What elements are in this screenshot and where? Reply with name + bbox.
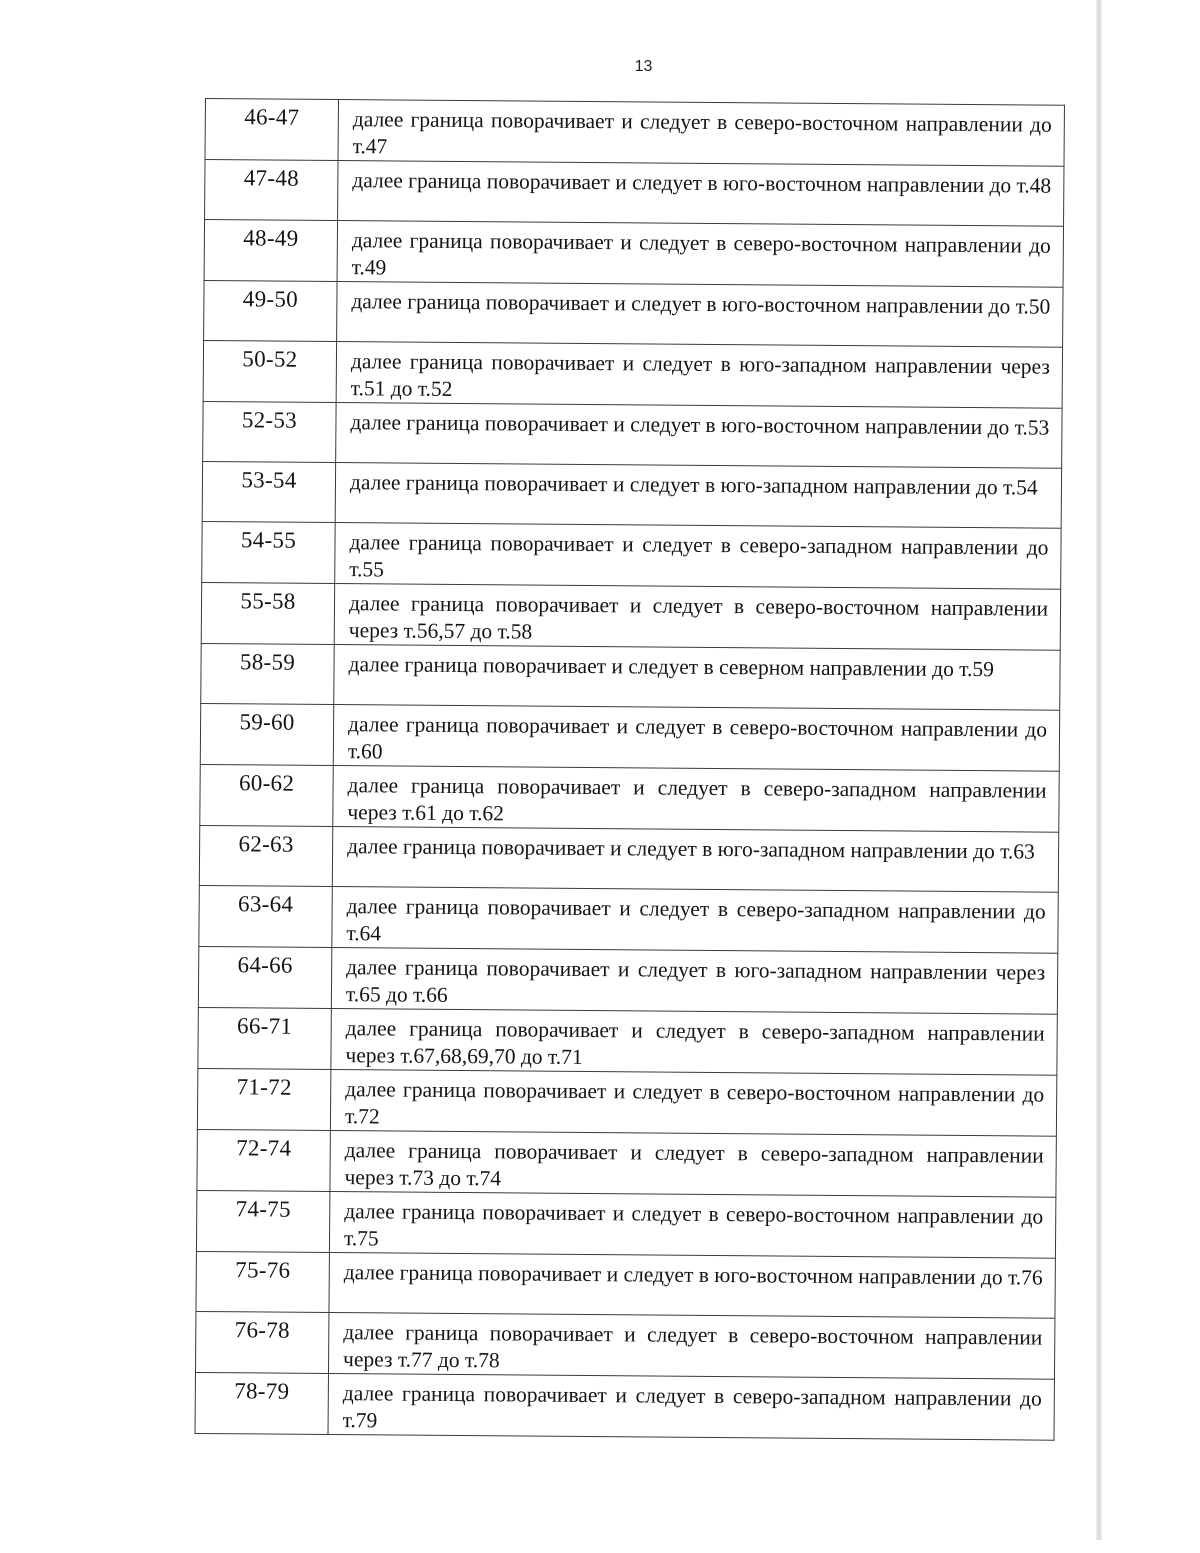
point-range-cell: 62-63: [199, 825, 332, 886]
table-row: [204, 220, 1063, 288]
table-row: [200, 703, 1059, 771]
boundary-description-cell: далее граница поворачивает и следует в юго-западном направлении через т.65 до т.66: [331, 948, 1057, 1015]
point-range-cell: 72-74: [197, 1129, 330, 1191]
point-range-cell: 60-62: [200, 764, 333, 826]
point-range-cell: 78-79: [195, 1372, 328, 1434]
table-row: [197, 1068, 1056, 1136]
table-row: [201, 643, 1060, 710]
boundary-description-cell: далее граница поворачивает и следует в северо-восточном направлении до т.75: [329, 1192, 1055, 1259]
point-range-cell: 47-48: [205, 160, 338, 221]
page-number: 13: [634, 58, 653, 75]
point-range-cell: 76-78: [195, 1311, 328, 1373]
boundary-description-cell: далее граница поворачивает и следует в северо-западном направлении до т.55: [335, 523, 1061, 590]
table-row: [205, 160, 1064, 227]
point-range-cell: 74-75: [196, 1190, 329, 1252]
table-row: [195, 1372, 1054, 1440]
boundary-description-cell: далее граница поворачивает и следует в северо-восточном направлении через т.56,57 до т.58: [334, 584, 1060, 651]
boundary-description-cell: далее граница поворачивает и следует в северном направлении до т.59: [334, 645, 1060, 711]
point-range-cell: 53-54: [202, 461, 335, 522]
table-row: [198, 946, 1057, 1014]
table-row: [201, 582, 1060, 650]
table-row: [198, 1007, 1057, 1075]
scan-edge: [1096, 0, 1102, 1540]
boundary-description-cell: далее граница поворачивает и следует в юго-восточном направлении до т.76: [329, 1253, 1055, 1319]
boundary-description-cell: далее граница поворачивает и следует в северо-восточном направлении до т.72: [330, 1070, 1056, 1137]
boundary-description-cell: далее граница поворачивает и следует в северо-восточном направлении до т.60: [333, 705, 1059, 772]
boundary-description-cell: далее граница поворачивает и следует в северо-восточном направлении до т.49: [337, 221, 1063, 288]
point-range-cell: 64-66: [198, 946, 331, 1008]
boundary-description-cell: далее граница поворачивает и следует в северо-западном направлении через т.67,68,69,70 до т.71: [331, 1009, 1057, 1076]
boundary-description-table: [195, 98, 1065, 1441]
boundary-description-cell: далее граница поворачивает и следует в юго-западном направлении до т.63: [332, 827, 1058, 893]
boundary-description-cell: далее граница поворачивает и следует в северо-восточном направлении до т.47: [338, 100, 1064, 167]
point-range-cell: 55-58: [201, 582, 334, 644]
table-row: [204, 280, 1063, 347]
boundary-description-cell: далее граница поворачивает и следует в юго-восточном направлении до т.48: [338, 161, 1064, 227]
point-range-cell: 59-60: [200, 703, 333, 765]
boundary-description-cell: далее граница поворачивает и следует в северо-восточном направлении через т.77 до т.78: [328, 1313, 1054, 1380]
table-row: [197, 1129, 1056, 1197]
table-row: [196, 1190, 1055, 1258]
boundary-description-cell: далее граница поворачивает и следует в северо-западном направлении до т.79: [328, 1374, 1054, 1441]
table-row: [205, 99, 1064, 167]
boundary-description-cell: далее граница поворачивает и следует в северо-западном направлении через т.61 до т.62: [333, 766, 1059, 833]
point-range-cell: 75-76: [196, 1251, 329, 1312]
boundary-description-cell: далее граница поворачивает и следует в юго-западном направлении до т.54: [335, 463, 1061, 529]
point-range-cell: 63-64: [199, 885, 332, 947]
table-row: [202, 521, 1061, 589]
table-row: [203, 401, 1062, 468]
point-range-cell: 52-53: [203, 401, 336, 462]
table-row: [195, 1311, 1054, 1379]
table-row: [199, 885, 1058, 953]
boundary-description-cell: далее граница поворачивает и следует в юго-восточном направлении до т.53: [336, 403, 1062, 469]
point-range-cell: 66-71: [198, 1007, 331, 1069]
point-range-cell: 46-47: [205, 99, 338, 161]
point-range-cell: 58-59: [201, 643, 334, 704]
table-row: [196, 1251, 1055, 1318]
table-row: [200, 764, 1059, 832]
point-range-cell: 50-52: [203, 340, 336, 402]
table-row: [202, 461, 1061, 528]
point-range-cell: 49-50: [204, 280, 337, 341]
point-range-cell: 71-72: [197, 1068, 330, 1130]
table-row: [199, 825, 1058, 892]
point-range-cell: 48-49: [204, 220, 337, 282]
boundary-description-cell: далее граница поворачивает и следует в юго-западном направлении через т.51 до т.52: [336, 342, 1062, 409]
boundary-description-cell: далее граница поворачивает и следует в юго-восточном направлении до т.50: [337, 282, 1063, 348]
table-body: [195, 99, 1064, 1441]
boundary-description-cell: далее граница поворачивает и следует в северо-западном направлении через т.73 до т.74: [330, 1131, 1056, 1198]
point-range-cell: 54-55: [202, 521, 335, 583]
boundary-description-cell: далее граница поворачивает и следует в северо-западном направлении до т.64: [332, 887, 1058, 954]
table-row: [203, 340, 1062, 408]
